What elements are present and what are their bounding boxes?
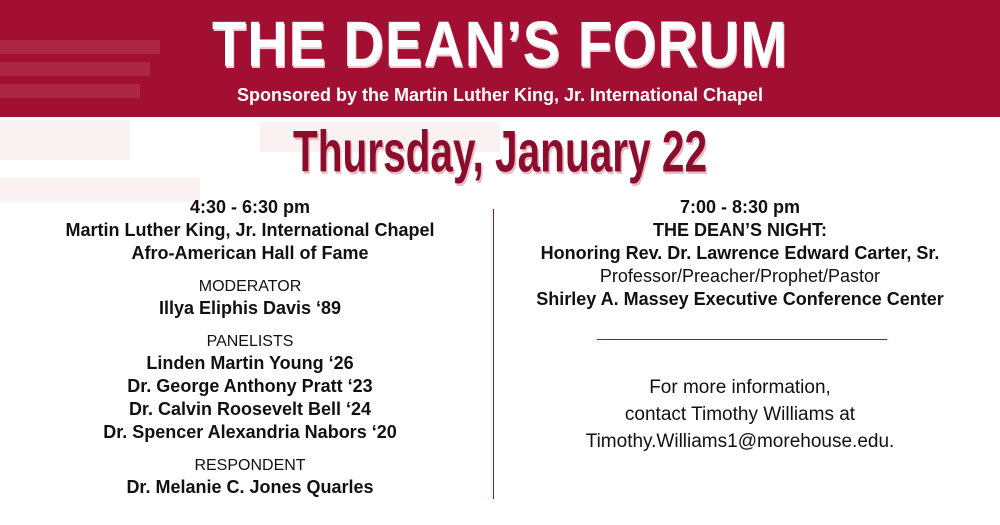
panelist-name: Dr. George Anthony Pratt ‘23 <box>127 376 373 396</box>
moderator-name: Illya Eliphis Davis ‘89 <box>158 298 342 318</box>
panelist-name: Linden Martin Young ‘26 <box>146 353 354 373</box>
honoree-line: Honoring Rev. Dr. Lawrence Edward Carter, Sr. <box>540 243 940 263</box>
column-divider <box>493 209 494 499</box>
session-time: 4:30 - 6:30 pm <box>189 197 311 217</box>
contact-info <box>500 374 980 455</box>
moderator-label: MODERATOR <box>198 278 302 295</box>
header-banner <box>0 0 1000 117</box>
session-name: THE DEAN’S NIGHT: <box>652 220 827 240</box>
panelist-name: Dr. Spencer Alexandria Nabors ‘20 <box>103 422 397 442</box>
afternoon-session <box>20 196 480 499</box>
contact-line: contact Timothy Williams at <box>624 404 856 425</box>
panelist-name: Dr. Calvin Roosevelt Bell ‘24 <box>128 399 372 419</box>
evening-session <box>500 196 980 311</box>
venue-line: Shirley A. Massey Executive Conference Center <box>536 289 944 309</box>
panelists-label: PANELISTS <box>206 333 294 350</box>
session-time: 7:00 - 8:30 pm <box>679 197 801 217</box>
page-title: THE DEAN’S FORUM <box>212 7 788 80</box>
respondent-label: RESPONDENT <box>194 457 306 474</box>
section-divider <box>597 339 887 340</box>
respondent-name: Dr. Melanie C. Jones Quarles <box>126 477 374 497</box>
event-date: Thursday, January 22 <box>292 120 708 186</box>
sponsor-line: Sponsored by the Martin Luther King, Jr. International Chapel <box>236 85 764 105</box>
contact-line: For more information, <box>649 377 831 398</box>
venue-line: Afro-American Hall of Fame <box>131 243 369 263</box>
venue-line: Martin Luther King, Jr. International Chapel <box>65 220 435 240</box>
contact-email[interactable]: Timothy.Williams1@morehouse.edu. <box>585 431 895 452</box>
honoree-roles: Professor/Preacher/Prophet/Pastor <box>599 266 881 286</box>
